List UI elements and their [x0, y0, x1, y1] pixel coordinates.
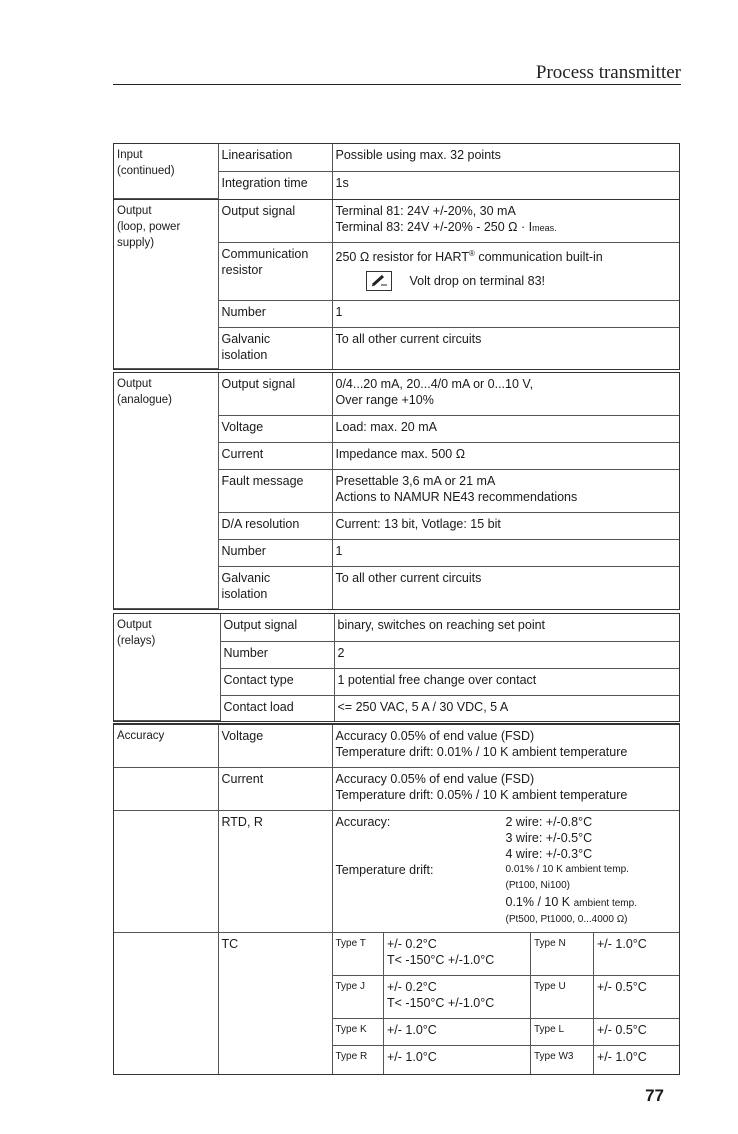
spec-label: Contact type — [220, 668, 334, 695]
spec-label: Galvanic isolation — [218, 327, 332, 369]
tc-value: +/- 0.2°C T< -150°C +/-1.0°C — [384, 933, 531, 976]
spec-label: Galvanic isolation — [218, 566, 332, 609]
spec-label: Number — [218, 300, 332, 327]
spec-value: To all other current circuits — [332, 566, 679, 609]
tc-type: Type U — [531, 976, 594, 1019]
tc-type: Type L — [531, 1019, 594, 1046]
category-label: Input (continued) — [114, 144, 218, 199]
spec-label: RTD, R — [218, 810, 332, 932]
spec-label: Linearisation — [218, 144, 332, 171]
header-rule — [113, 84, 681, 85]
spec-value: Load: max. 20 mA — [332, 415, 679, 442]
spec-block-input — [113, 143, 680, 200]
tc-value: +/- 1.0°C — [594, 1046, 680, 1075]
spec-label: Voltage — [218, 415, 332, 442]
spec-label: Contact load — [220, 695, 334, 721]
tc-type: Type J — [333, 976, 384, 1019]
spec-block-output-loop — [113, 199, 680, 370]
spec-label: Voltage — [218, 725, 332, 767]
spec-label: TC — [218, 932, 332, 1074]
rtd-accuracy-label: Accuracy: — [335, 814, 391, 829]
spec-value: Impedance max. 500 Ω — [332, 442, 679, 469]
spec-block-output-analogue — [113, 372, 680, 610]
spec-value: <= 250 VAC, 5 A / 30 VDC, 5 A — [334, 695, 679, 721]
rtd-drift-label: Temperature drift: — [335, 862, 434, 877]
spec-value — [332, 242, 679, 300]
tc-table-cell — [332, 932, 679, 1074]
spec-label: Integration time — [218, 171, 332, 199]
category-label: Output (relays) — [114, 614, 220, 721]
tc-table — [333, 933, 680, 1075]
spec-label: Current — [218, 442, 332, 469]
output-signal-line2: Terminal 83: 24V +/-20% - 250 Ω · Imeas. — [335, 220, 557, 234]
tc-type: Type W3 — [531, 1046, 594, 1075]
rtd-drift-value: 0.1% / 10 K ambient temp. — [505, 894, 637, 909]
page-header-title: Process transmitter — [535, 62, 681, 83]
tc-value: +/- 0.5°C — [594, 976, 680, 1019]
category-label: Output (analogue) — [114, 373, 218, 609]
spec-value: 1 — [332, 300, 679, 327]
tc-type: Type R — [333, 1046, 384, 1075]
spec-value: binary, switches on reaching set point — [334, 614, 679, 641]
tc-value: +/- 1.0°C — [594, 933, 680, 976]
comm-text: 250 Ω resistor for HART® communication built-in — [335, 248, 603, 264]
spec-label: Communication resistor — [218, 242, 332, 300]
rtd-drift-note: (Pt500, Pt1000, 0...4000 Ω) — [505, 913, 628, 925]
spec-label: Number — [218, 539, 332, 566]
spec-value: Possible using max. 32 points — [332, 144, 679, 171]
spec-value: 1s — [332, 171, 679, 199]
note — [336, 271, 677, 291]
tc-value: +/- 1.0°C — [384, 1046, 531, 1075]
category-label: Accuracy — [114, 725, 218, 767]
rtd-drift-note: (Pt100, Ni100) — [505, 879, 570, 891]
tc-value: +/- 1.0°C — [384, 1019, 531, 1046]
spec-block-output-relays — [113, 613, 680, 722]
category-empty — [114, 810, 218, 932]
pencil-note-icon — [366, 271, 392, 291]
spec-label: D/A resolution — [218, 512, 332, 539]
spec-value: 1 — [332, 539, 679, 566]
spec-block-accuracy — [113, 723, 680, 1075]
rtd-drift-value: 0.01% / 10 K ambient temp. — [505, 863, 629, 875]
tc-value: +/- 0.5°C — [594, 1019, 680, 1046]
spec-value: To all other current circuits — [332, 327, 679, 369]
rtd-values — [332, 810, 679, 932]
spec-value: 0/4...20 mA, 20...4/0 mA or 0...10 V, Over range +10% — [332, 373, 679, 415]
spec-value: Presettable 3,6 mA or 21 mA Actions to NAMUR NE43 recommendations — [332, 469, 679, 512]
rtd-accuracy-value: 3 wire: +/-0.5°C — [505, 830, 593, 845]
page-number: 77 — [645, 1086, 664, 1105]
spec-value: 1 potential free change over contact — [334, 668, 679, 695]
rtd-accuracy-value: 4 wire: +/-0.3°C — [505, 846, 593, 861]
note-text: Volt drop on terminal 83! — [409, 273, 545, 288]
category-label: Output (loop, power supply) — [114, 200, 218, 369]
tc-type: Type K — [333, 1019, 384, 1046]
category-empty — [114, 932, 218, 1074]
spec-value: Current: 13 bit, Votlage: 15 bit — [332, 512, 679, 539]
tc-type: Type N — [531, 933, 594, 976]
spec-label: Fault message — [218, 469, 332, 512]
rtd-accuracy-value: 2 wire: +/-0.8°C — [505, 814, 593, 829]
spec-label: Output signal — [220, 614, 334, 641]
spec-value: 2 — [334, 641, 679, 668]
spec-value: Accuracy 0.05% of end value (FSD) Temperature drift: 0.01% / 10 K ambient temperature — [332, 725, 679, 767]
output-signal-line1: Terminal 81: 24V +/-20%, 30 mA — [335, 204, 516, 218]
spec-value: Accuracy 0.05% of end value (FSD) Temperature drift: 0.05% / 10 K ambient temperature — [332, 767, 679, 810]
spec-value — [332, 200, 679, 242]
tc-type: Type T — [333, 933, 384, 976]
tc-value: +/- 0.2°C T< -150°C +/-1.0°C — [384, 976, 531, 1019]
spec-label: Output signal — [218, 200, 332, 242]
spec-label: Output signal — [218, 373, 332, 415]
spec-label: Current — [218, 767, 332, 810]
category-empty — [114, 767, 218, 810]
spec-label: Number — [220, 641, 334, 668]
